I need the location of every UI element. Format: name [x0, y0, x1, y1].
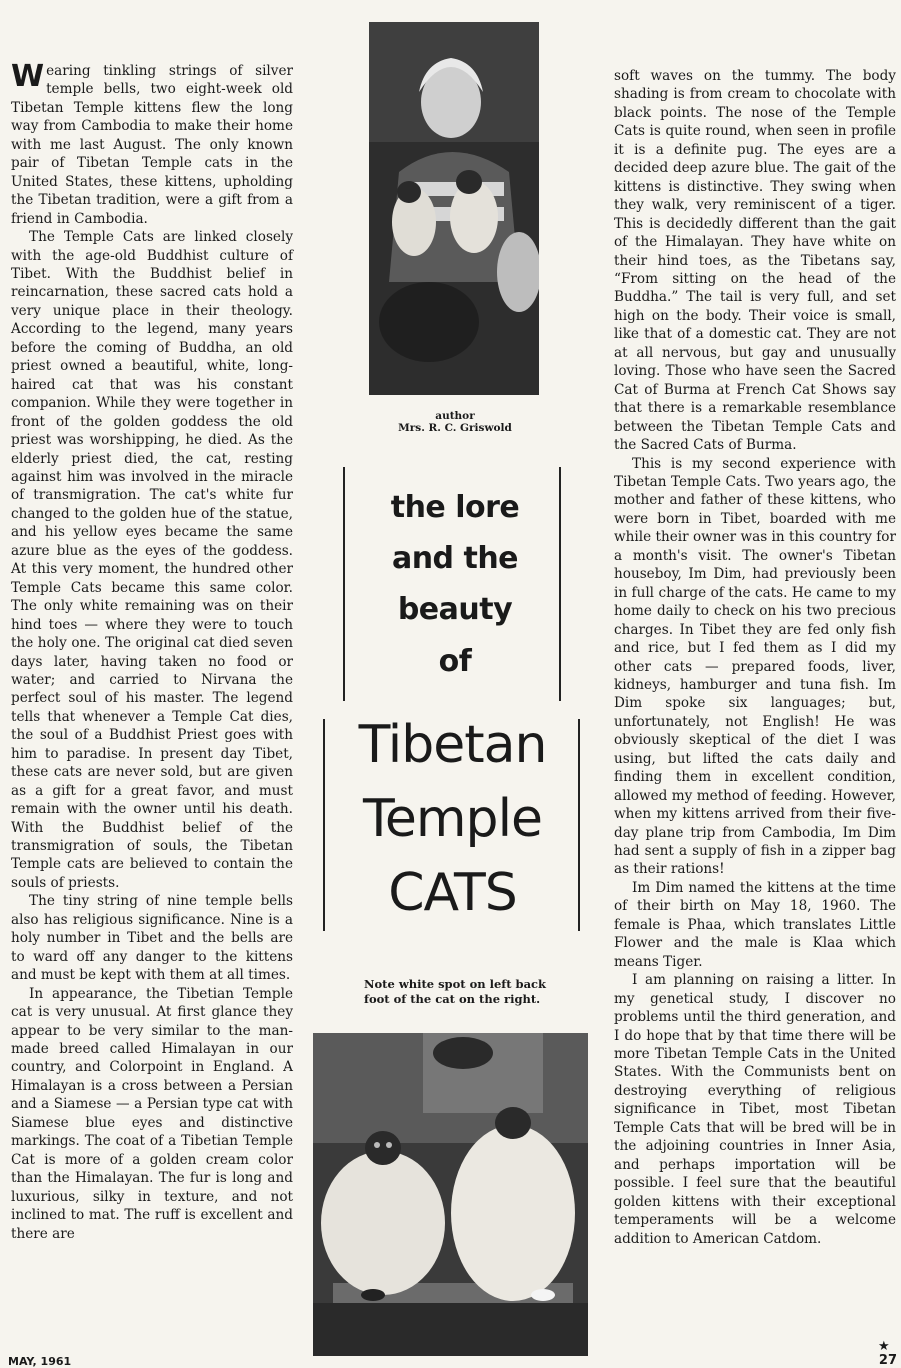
- article-left-column: [11, 59, 293, 1243]
- end-mark-star: ★: [878, 1339, 890, 1354]
- title-line-7: CATS: [388, 863, 517, 923]
- photo-caption: Note white spot on left back foot of the cat on the right.: [364, 977, 547, 1006]
- article-right-column: [614, 67, 896, 1248]
- cats-photo: [313, 1033, 588, 1356]
- author-photo: [369, 22, 539, 395]
- page-number: 27: [878, 1353, 897, 1368]
- title-rule-right-bottom: [578, 719, 580, 931]
- article-paragraph: Wearing tinkling strings of silver temple bells, two eight-week old Tibetan Temple kittens flew the long way from Cambodia to make their home with me last August. The only known pair of Tibetan Temple cats in the United States, these kittens, upholding the Tibetan tradition, were a gift from a friend in Cambodia.: [11, 59, 293, 227]
- author-caption-role: author: [435, 410, 475, 422]
- title-line-1: the lore: [390, 490, 520, 525]
- article-paragraph: The Temple Cats are linked closely with the age-old Buddhist culture of Tibet. With the Buddhist belief in reincarnation, these sacred cats hold a very unique place in their theology. According to the legend, many years before the coming of Buddha, an old priest owned a beautiful, white, long-haired cat that was his constant companion. While they were together in front of the golden goddess the old priest was worshipping, he died. As the elderly priest died, the cat, resting against him was involved in the miracle of transmigration. The cat's white fur changed to the golden hue of the statue, and his yellow eyes became the same azure blue as the eyes of the goddess. At this very moment, the hundred other Temple Cats became this same color. The only white remaining was on their hind toes — where they were to touch the holy one. The original cat died seven days later, having taken no food or water; and carried to Nirvana the perfect soul of his master. The legend tells that whenever a Temple Cat dies, the soul of a Buddhist Priest goes with him to paradise. In present day Tibet, these cats are never sold, but are given as a gift for a great favor, and must remain with the owner until his death. With the Buddhist belief of the transmigration of souls, the Tibetan Temple cats are believed to contain the souls of priests.: [11, 229, 293, 891]
- title-rule-right-top: [559, 467, 561, 701]
- article-paragraph: The tiny string of nine temple bells also has religious significance. Nine is a holy number in Tibet and the bells are to ward off any danger to the kittens and must be kept with them at all times.: [11, 893, 293, 984]
- article-paragraph: soft waves on the tummy. The body shading is from cream to chocolate with black points. The nose of the Temple Cats is quite round, when seen in profile it is a definite pug. The eyes are a decided deep azure blue. The gait of the kittens is distinctive. They swing when they walk, very reminiscent of a tiger. This is decidedly different than the gait of the Himalayan. They have white on their hind toes, as the Tibetans say, “From sitting on the head of the Buddha.” The tail is very full, and set high on the body. Their voice is small, like that of a domestic cat. They are not at all nervous, but gay and unusually loving. Those who have seen the Sacred Cat of Burma at French Cat Shows say that there is a remarkable resemblance between the Tibetan Temple Cats and the Sacred Cats of Burma.: [614, 68, 896, 454]
- cats-photo-illustration: [313, 1033, 588, 1356]
- drop-cap: W: [11, 59, 45, 94]
- title-line-4: of: [438, 644, 472, 679]
- article-paragraph: In appearance, the Tibetian Temple cat is very unusual. At first glance they appear to be very similar to the man-made breed called Himalayan in our country, and Colorpoint in England. A Himalayan is a cross between a Persian and a Siamese — a Persian type cat with Siamese blue eyes and distinctive markings. The coat of a Tibetian Temple Cat is more of a golden cream color than the Himalayan. The fur is long and luxurious, silky in texture, and not inclined to mat. The ruff is excellent and there are: [11, 985, 293, 1242]
- footer-issue: MAY, 1961: [8, 1355, 72, 1368]
- title-line-6: Temple: [362, 789, 543, 849]
- author-caption: [360, 410, 550, 434]
- author-photo-illustration: [369, 22, 539, 395]
- title-rule-left-bottom: [323, 719, 325, 931]
- author-caption-name: Mrs. R. C. Griswold: [398, 422, 512, 434]
- article-paragraph: This is my second experience with Tibetan Temple Cats. Two years ago, the mother and father of these kittens, who were born in Tibet, boarded with me while their owner was in this country for a month's visit. The owner's Tibetan houseboy, Im Dim, had previously been in full charge of the cats. He came to my home daily to check on his two precious charges. In Tibet they are fed only fish and rice, but I fed them as I did my other cats — prepared foods, liver, kidneys, hamburger and tuna fish. Im Dim spoke six languages; but, unfortunately, not English! He was obviously skeptical of the diet I was using, but lifted the cats daily and finding them in excellent condition, allowed my method of feeding. However, when my kittens arrived from their five-day plane trip from Cambodia, Im Dim had sent a supply of fish in a zipper bag as their rations!: [614, 455, 896, 878]
- title-line-2: and the: [391, 541, 519, 576]
- article-paragraph: Im Dim named the kittens at the time of their birth on May 18, 1960. The female is Phaa, which translates Little Flower and the male is Klaa which means Tiger.: [614, 879, 896, 970]
- title-line-5: Tibetan: [358, 715, 547, 775]
- article-paragraph: I am planning on raising a litter. In my genetical study, I discover no problems until the third generation, and I do hope that by that time there will be more Tibetan Temple Cats in the United States. With the Communists bent on destroying everything of religious significance in Tibet, most Tibetan Temple Cats that will be bred will be in the adjoining countries in Inner Asia, and perhaps importation will be possible. I feel sure that the beautiful golden kittens with their exceptional temperaments will be a welcome addition to American Catdom.: [614, 972, 896, 1247]
- title-line-3: beauty: [397, 592, 513, 627]
- title-rule-left-top: [343, 467, 345, 701]
